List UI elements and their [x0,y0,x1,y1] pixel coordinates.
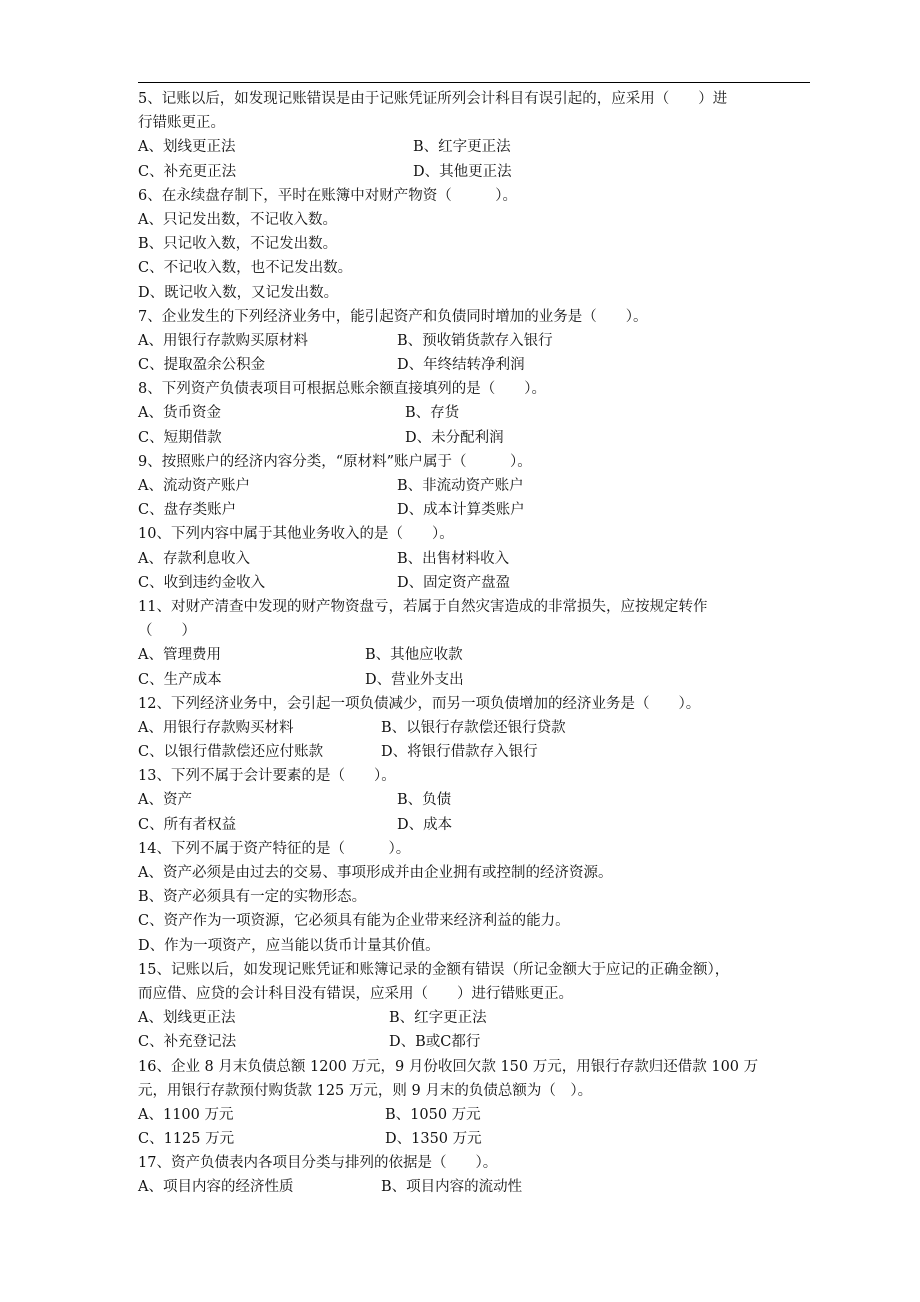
option-row [138,1175,810,1199]
option: B、出售材料收入 [397,550,510,567]
option: C、资产作为一项资源，它必须具有能为企业带来经济利益的能力。 [138,913,570,930]
question-stem: 17、资产负债表内各项目分类与排列的依据是（ ）。 [138,1155,498,1172]
option: D、未分配利润 [405,429,504,446]
option: C、生产成本 [138,671,222,688]
question-stem: （ ） [138,623,196,640]
option-row [138,788,810,812]
option: C、1125 万元 [138,1131,235,1148]
option: B、红字更正法 [413,139,511,156]
option: D、其他更正法 [413,163,512,180]
option: B、存货 [405,405,460,422]
option: B、预收销货款存入银行 [397,332,553,349]
question-stem: 6、在永续盘存制下，平时在账簿中对财产物资（ ）。 [138,187,517,204]
question-stem: 13、下列不属于会计要素的是（ ）。 [138,768,396,785]
option-row [138,329,810,353]
option: D、将银行借款存入银行 [381,744,538,761]
option-row [138,813,810,837]
option: A、项目内容的经济性质 [138,1179,294,1196]
option: B、其他应收款 [365,647,463,664]
option-row [138,498,810,522]
option: D、营业外支出 [365,671,464,688]
option-row [138,1030,810,1054]
option-row [138,716,810,740]
option: A、存款利息收入 [138,550,250,567]
option-row [138,740,810,764]
option: B、资产必须具有一定的实物形态。 [138,889,367,906]
option: A、划线更正法 [138,1010,236,1027]
option: D、固定资产盘盈 [397,574,511,591]
option: C、不记收入数，也不记发出数。 [138,260,353,277]
question-stem: 5、记账以后，如发现记账错误是由于记账凭证所列会计科目有误引起的，应采用（ ）进 [138,91,728,107]
option-row [138,1103,810,1127]
option: B、项目内容的流动性 [381,1179,523,1196]
option: C、盘存类账户 [138,502,237,519]
option: A、资产必须是由过去的交易、事项形成并由企业拥有或控制的经济资源。 [138,865,613,881]
option-row [138,571,810,595]
option: C、短期借款 [138,429,222,446]
option: B、红字更正法 [389,1010,487,1027]
option-row [138,353,810,377]
option: D、成本计算类账户 [397,502,525,519]
option: A、1100 万元 [138,1106,234,1123]
option-row [138,1006,810,1030]
option: B、只记收入数，不记发出数。 [138,236,338,253]
option-row [138,474,810,498]
option: C、以银行借款偿还应付账款 [138,744,324,761]
option-row [138,1127,810,1151]
option-row [138,668,810,692]
question-stem: 14、下列不属于资产特征的是（ ）。 [138,840,411,857]
option-row [138,547,810,571]
option-row [138,643,810,667]
option: A、划线更正法 [138,139,236,156]
question-list [138,87,810,1200]
option: D、年终结转净利润 [397,357,525,374]
header-rule [138,82,810,83]
option: A、用银行存款购买原材料 [138,332,308,349]
option-row [138,401,810,425]
option-row [138,160,810,184]
question-stem: 行错账更正。 [138,115,225,132]
question-stem: 16、企业 8 月末负债总额 1200 万元，9 月份收回欠款 150 万元，用银行存款归还借款 100 万 [138,1058,759,1075]
option: C、补充登记法 [138,1034,237,1051]
question-stem: 而应借、应贷的会计科目没有错误，应采用（ ）进行错账更正。 [138,985,573,1002]
option: B、1050 万元 [385,1106,481,1123]
option: A、用银行存款购买材料 [138,719,294,736]
option: A、只记发出数，不记收入数。 [138,211,337,228]
option: A、货币资金 [138,405,221,422]
question-stem: 15、记账以后，如发现记账凭证和账簿记录的金额有错误（所记金额大于应记的正确金额）， [138,961,730,978]
question-stem: 9、按照账户的经济内容分类，“原材料”账户属于（ ）。 [138,453,532,470]
option-row [138,135,810,159]
option: A、管理费用 [138,647,221,664]
question-stem: 10、下列内容中属于其他业务收入的是（ ）。 [138,526,454,543]
option: A、流动资产账户 [138,478,250,494]
question-stem: 元，用银行存款预付购货款 125 万元，则 9 月末的负债总额为（ ）。 [138,1082,593,1099]
question-stem: 12、下列经济业务中，会引起一项负债减少，而另一项负债增加的经济业务是（ ）。 [138,695,701,712]
option: C、提取盈余公积金 [138,357,266,374]
option-row [138,426,810,450]
option: A、资产 [138,792,192,809]
option: D、成本 [397,816,453,833]
option: C、收到违约金收入 [138,574,266,591]
option: D、既记收入数，又记发出数。 [138,284,339,301]
option: D、1350 万元 [385,1131,482,1148]
question-stem: 8、下列资产负债表项目可根据总账余额直接填列的是（ ）。 [138,381,546,398]
option: B、非流动资产账户 [397,478,524,494]
option: B、负债 [397,792,452,809]
question-stem: 7、企业发生的下列经济业务中，能引起资产和负债同时增加的业务是（ ）。 [138,308,648,325]
option: C、所有者权益 [138,816,237,833]
option: C、补充更正法 [138,163,237,180]
option: B、以银行存款偿还银行贷款 [381,719,566,736]
option: D、作为一项资产，应当能以货币计量其价值。 [138,937,440,954]
option: D、B或C都行 [389,1034,481,1051]
question-stem: 11、对财产清查中发现的财产物资盘亏，若属于自然灾害造成的非常损失，应按规定转作 [138,598,708,615]
